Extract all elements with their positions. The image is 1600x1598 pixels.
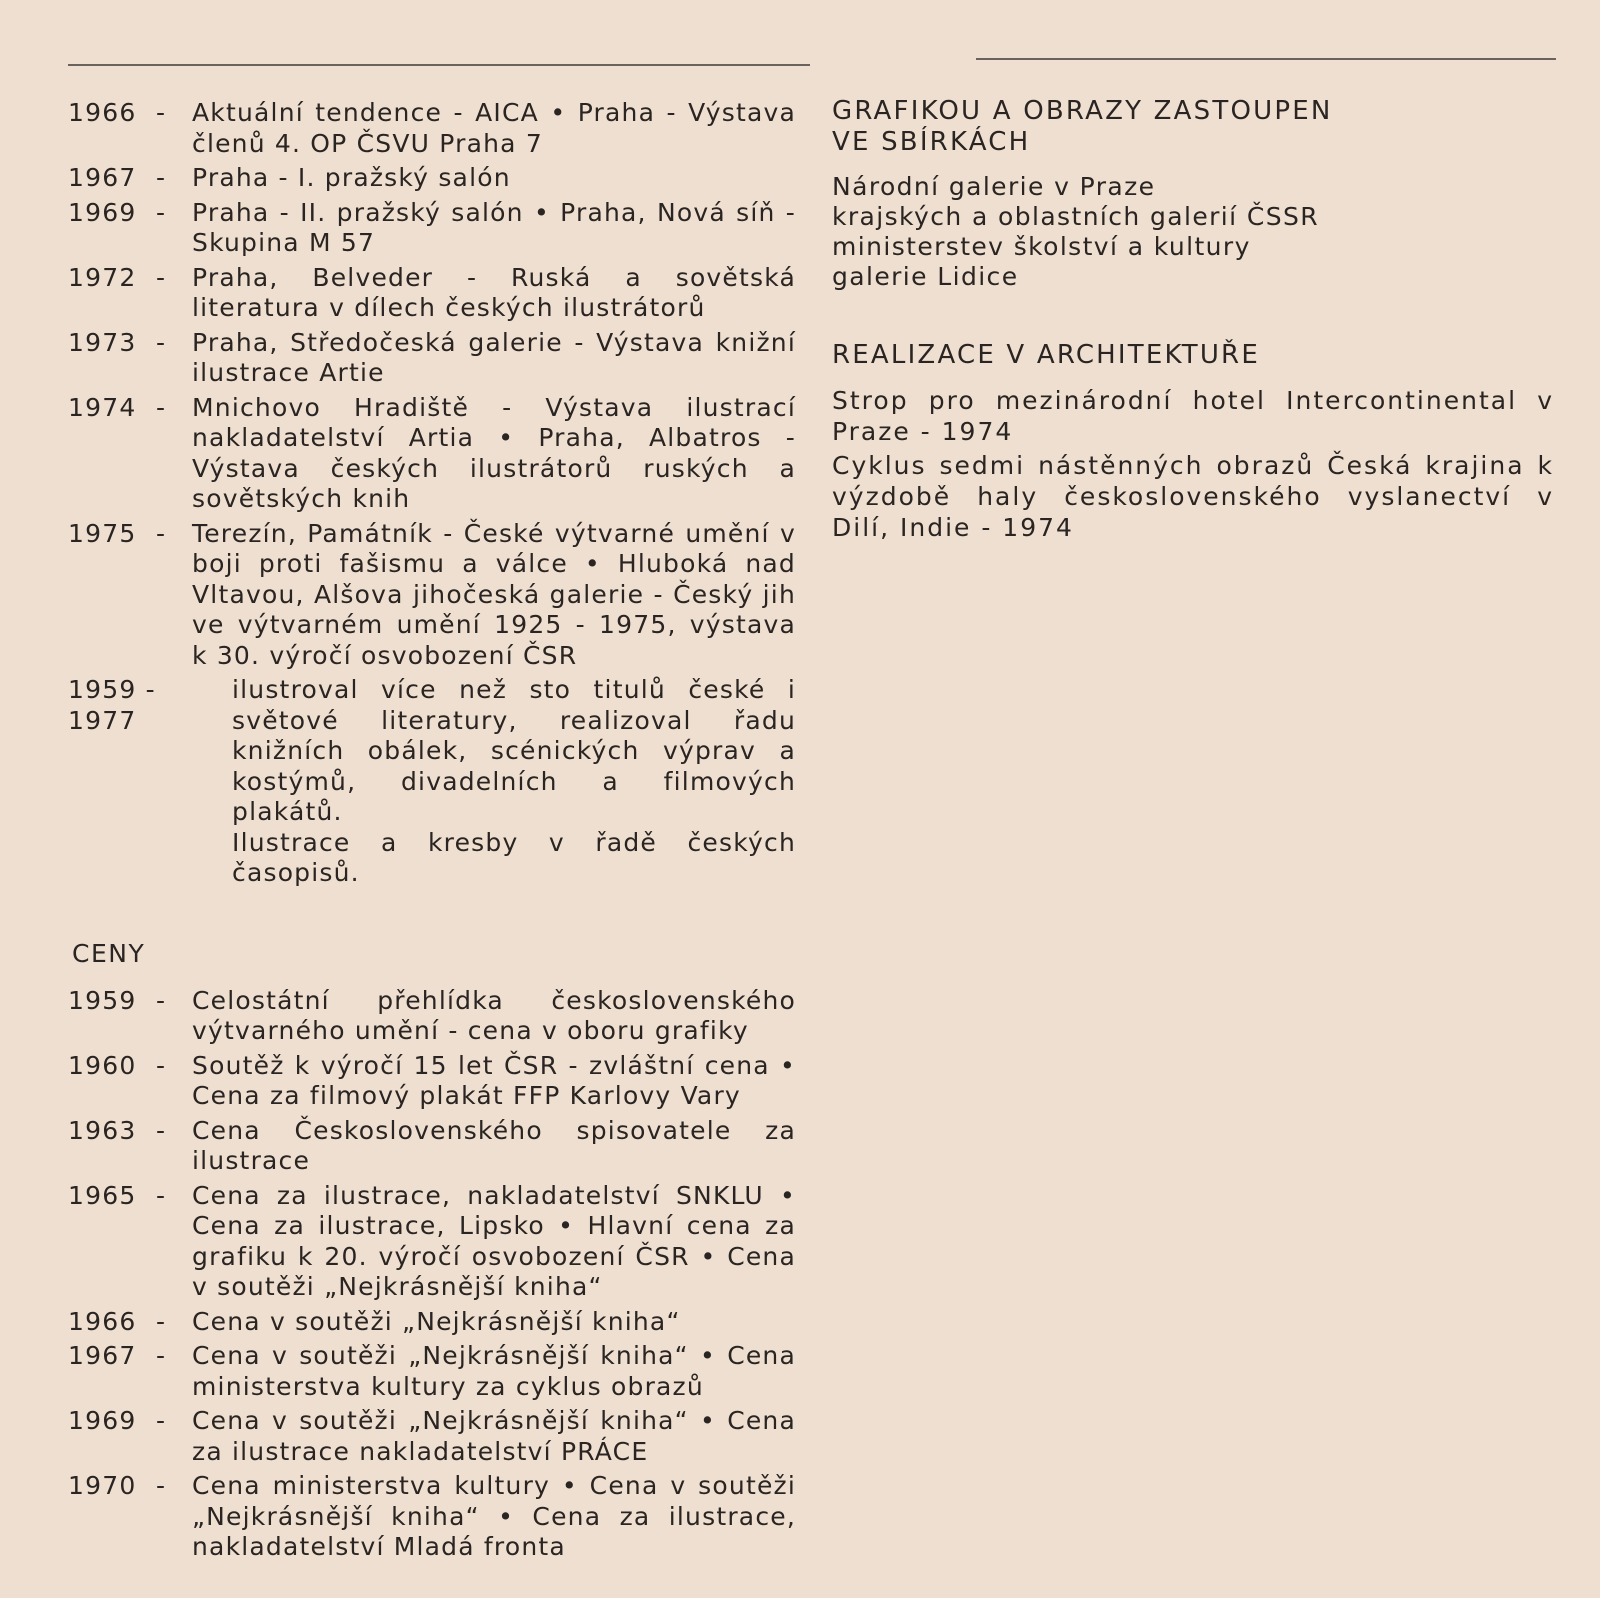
right-column [832,96,1554,546]
list-item: 1969 - Cena v soutěži „Nejkrásnější kniha“ • Cena za ilustrace nakladatelství PRÁCE [68,1406,796,1466]
list-item: krajských a oblastních galerií ČSSR [832,202,1320,231]
list-item: 1966 - Aktuální tendence - AICA • Praha - Výstava členů 4. OP ČSVU Praha 7 [68,98,796,158]
exhibitions-list [68,98,796,671]
architecture-item: Strop pro mezinárodní hotel Intercontinental v Praze - 1974 [832,386,1554,446]
list-item: Národní galerie v Praze [832,172,1156,201]
collections-heading: GRAFIKOU A OBRAZY ZASTOUPEN VE SBÍRKÁCH [832,96,1333,157]
career-text: ilustroval více než sto titulů české i světové literatury, realizoval řadu knižních obálek, scénických výprav a kostýmů, divadelních a filmových plakátů. Ilustrace a kresby v řadě českých časopisů. [232,675,796,887]
list-item: ministerstev školství a kultury [832,232,1251,261]
list-item: 1969 - Praha - II. pražský salón • Praha, Nová síň - Skupina M 57 [68,197,796,257]
top-rule-left [68,64,810,66]
list-item: 1970 - Cena ministerstva kultury • Cena v soutěži „Nejkrásnější kniha“ • Cena za ilustrace, nakladatelství Mladá fronta [68,1471,796,1561]
awards-list [68,986,796,1563]
career-summary [68,675,796,889]
list-item: 1967 - Praha - I. pražský salón [68,163,511,192]
awards-heading: CENY [72,938,146,968]
list-item: 1975 - Terezín, Památník - České výtvarné umění v boji proti fašismu a válce • Hluboká nad Vltavou, Alšova jihočeská galerie - Český jih ve výtvarném umění 1925 - 1975, výstava k 30. výročí osvobození ČSR [68,518,796,670]
list-item: 1966 - Cena v soutěži „Nejkrásnější kniha“ [68,1306,681,1336]
list-item: 1973 - Praha, Středočeská galerie - Výstava knižní ilustrace Artie [68,327,796,387]
architecture-heading: REALIZACE V ARCHITEKTUŘE [832,340,1260,370]
list-item: 1963 - Cena Československého spisovatele za ilustrace [68,1115,796,1175]
list-item: 1972 - Praha, Belveder - Ruská a sovětská literatura v dílech českých ilustrátorů [68,262,796,322]
list-item: 1965 - Cena za ilustrace, nakladatelství SNKLU • Cena za ilustrace, Lipsko • Hlavní cena za grafiku k 20. výročí osvobození ČSR • Cena v soutěži „Nejkrásnější kniha“ [68,1180,796,1301]
architecture-item: Cyklus sedmi nástěnných obrazů Česká krajina k výzdobě haly československého vyslanectví v Dilí, Indie - 1974 [832,451,1554,542]
list-item: 1959 - Celostátní přehlídka československého výtvarného umění - cena v oboru grafiky [68,985,796,1045]
top-rule-right [976,58,1556,60]
list-item: galerie Lidice [832,262,1019,291]
collections-list [832,172,1554,292]
career-years: 1959 - 1977 [68,675,156,735]
list-item: 1967 - Cena v soutěži „Nejkrásnější kniha“ • Cena ministerstva kultury za cyklus obrazů [68,1341,796,1401]
left-column [68,98,796,1567]
list-item: 1960 - Soutěž k výročí 15 let ČSR - zvláštní cena • Cena za filmový plakát FFP Karlovy Vary [68,1050,796,1110]
list-item: 1974 - Mnichovo Hradiště - Výstava ilustrací nakladatelství Artia • Praha, Albatros - Výstava českých ilustrátorů ruských a sovětských knih [68,392,796,513]
